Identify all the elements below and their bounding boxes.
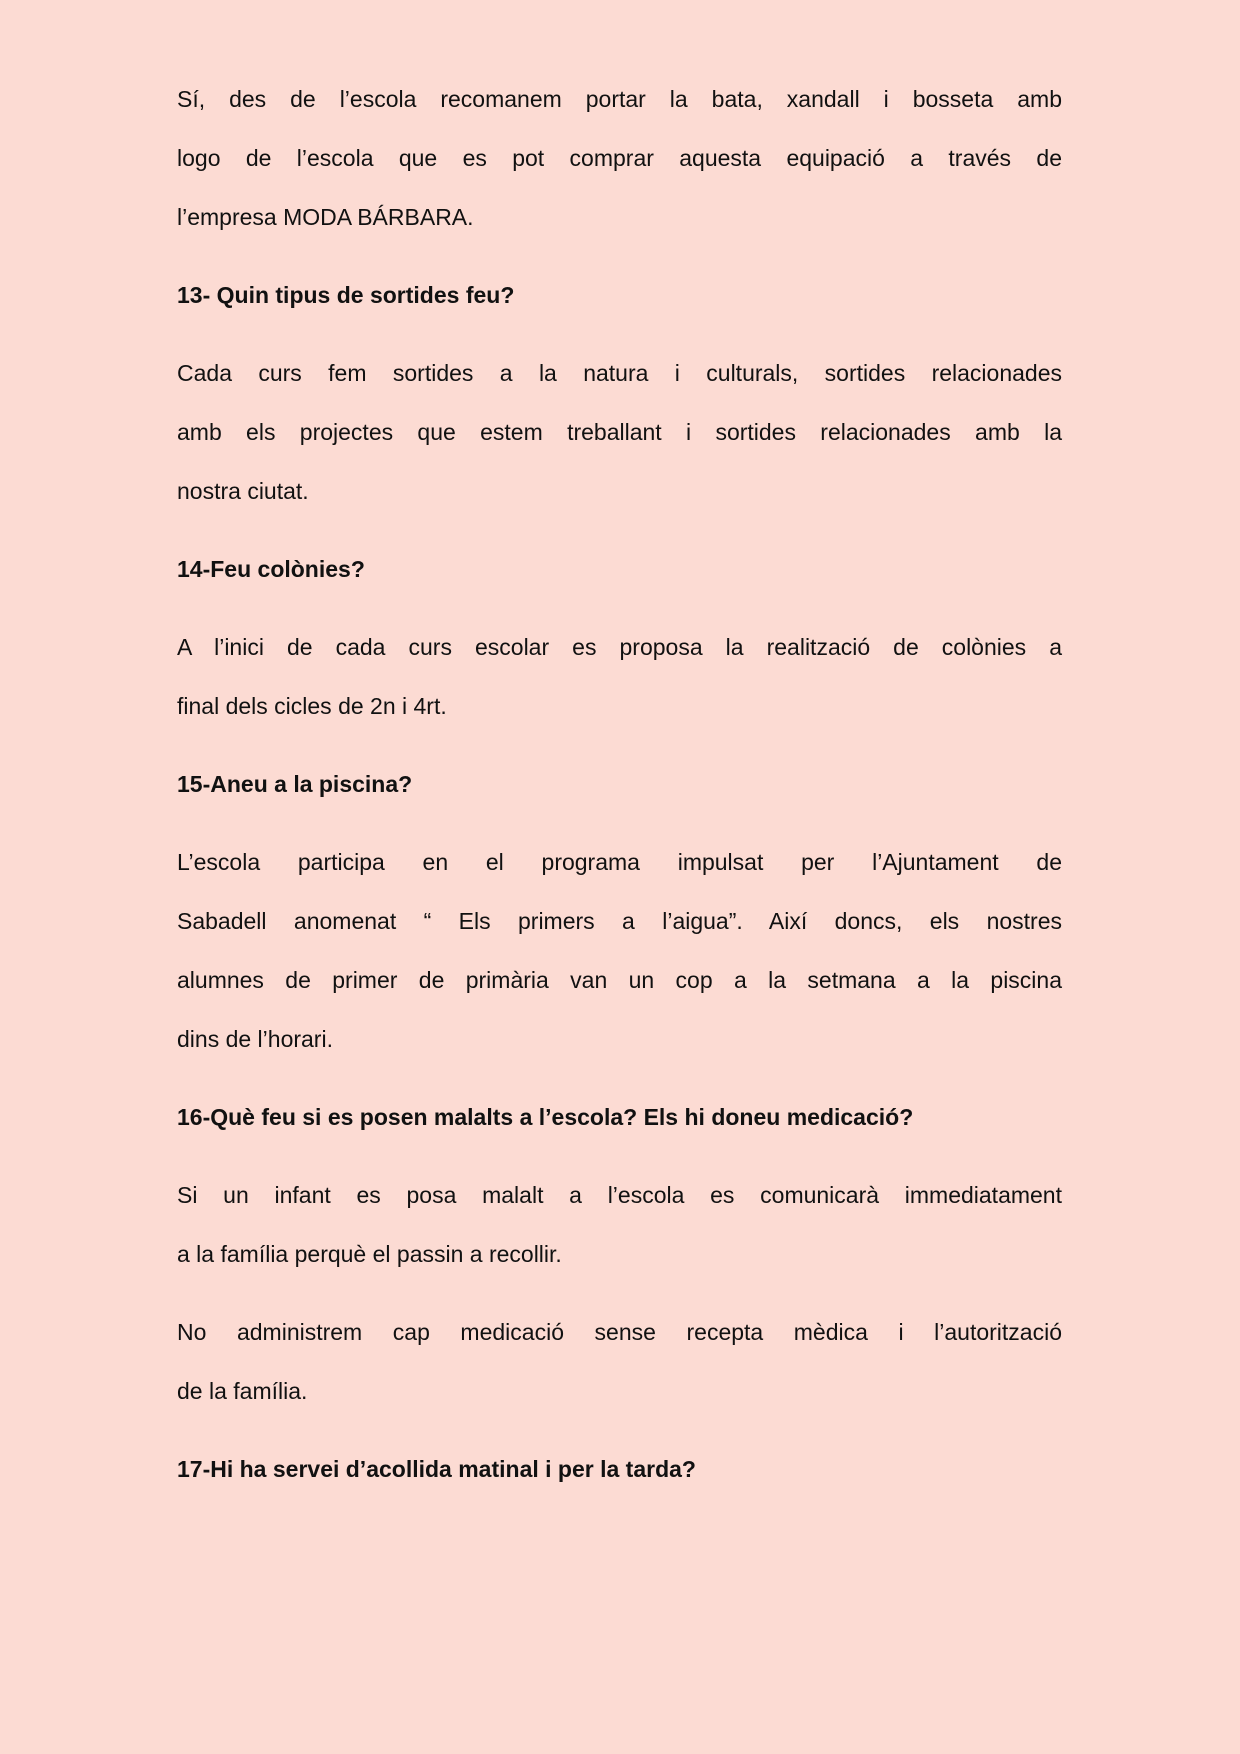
text-line: dins de l’horari. xyxy=(177,1026,333,1052)
question-heading xyxy=(177,1440,1062,1499)
question-heading xyxy=(177,266,1062,325)
answer-paragraph xyxy=(177,70,1062,247)
text-line: Si un infant es posa malalt a l’escola es comunicarà immediatament xyxy=(177,1182,1062,1208)
text-line: L’escola participa en el programa impulsat per l’Ajuntament de xyxy=(177,849,1062,875)
text-line: amb els projectes que estem treballant i sortides relacionades amb la xyxy=(177,419,1062,445)
question-heading xyxy=(177,540,1062,599)
answer-paragraph xyxy=(177,618,1062,736)
text-line: final dels cicles de 2n i 4rt. xyxy=(177,693,447,719)
answer-paragraph xyxy=(177,1166,1062,1284)
text-line: a la família perquè el passin a recollir. xyxy=(177,1241,562,1267)
text-line: alumnes de primer de primària van un cop a la setmana a la piscina xyxy=(177,967,1062,993)
text-line: 14-Feu colònies? xyxy=(177,556,365,582)
text-line: nostra ciutat. xyxy=(177,478,309,504)
answer-paragraph xyxy=(177,344,1062,521)
answer-paragraph xyxy=(177,833,1062,1069)
answer-paragraph xyxy=(177,1303,1062,1421)
text-line: Sí, des de l’escola recomanem portar la bata, xandall i bosseta amb xyxy=(177,86,1062,112)
question-heading xyxy=(177,1088,1062,1147)
text-line: logo de l’escola que es pot comprar aquesta equipació a través de xyxy=(177,145,1062,171)
text-line: 15-Aneu a la piscina? xyxy=(177,771,413,797)
text-line: de la família. xyxy=(177,1378,308,1404)
text-line: 16-Què feu si es posen malalts a l’escola? Els hi doneu medicació? xyxy=(177,1104,914,1130)
question-heading xyxy=(177,755,1062,814)
text-line: No administrem cap medicació sense recepta mèdica i l’autorització xyxy=(177,1319,1062,1345)
text-line: 17-Hi ha servei d’acollida matinal i per la tarda? xyxy=(177,1456,696,1482)
text-line: A l’inici de cada curs escolar es proposa la realització de colònies a xyxy=(177,634,1062,660)
text-line: 13- Quin tipus de sortides feu? xyxy=(177,282,515,308)
text-line: Sabadell anomenat “ Els primers a l’aigua”. Així doncs, els nostres xyxy=(177,908,1062,934)
text-line: l’empresa MODA BÁRBARA. xyxy=(177,204,474,230)
text-line: Cada curs fem sortides a la natura i culturals, sortides relacionades xyxy=(177,360,1062,386)
